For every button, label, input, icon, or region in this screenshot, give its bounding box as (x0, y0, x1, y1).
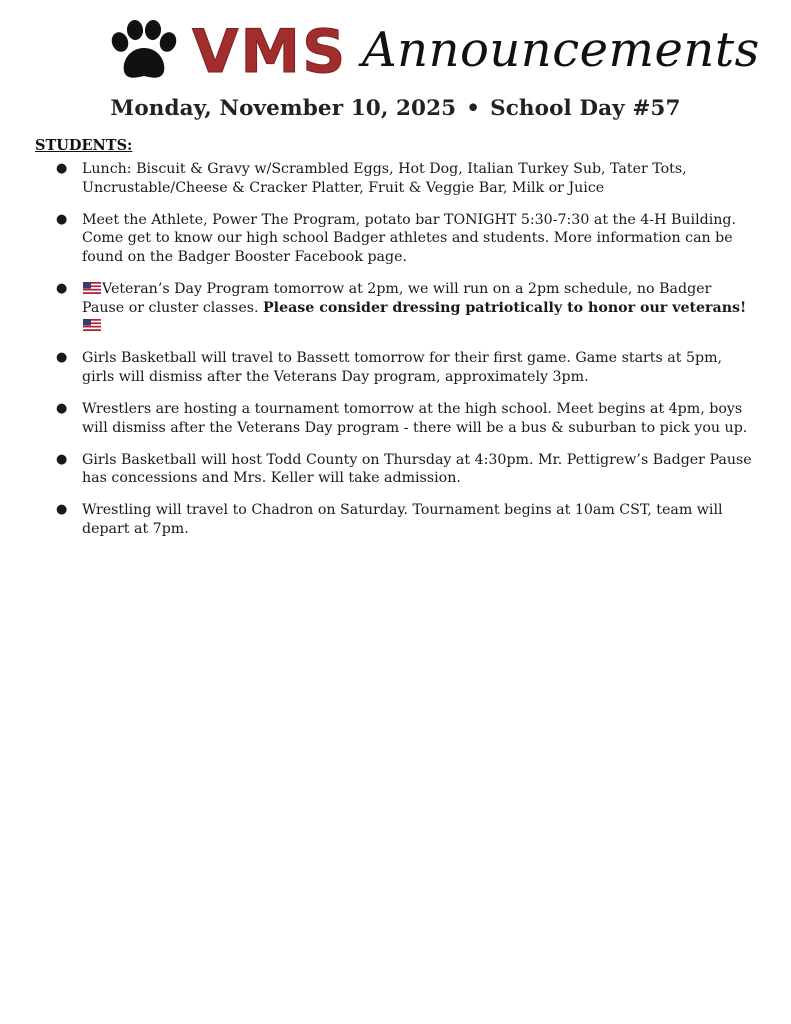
school-day-text: School Day #57 (490, 96, 681, 121)
announcement-text: Girls Basketball will host Todd County on Thursday at 4:30pm. Mr. Pettigrew’s Badger Pause has concessions and Mrs. Keller will take admission. (82, 451, 752, 487)
bullet-icon: ● (56, 280, 68, 296)
us-flag-icon (83, 319, 101, 331)
announcement-item (56, 349, 756, 386)
announcement-item (56, 280, 756, 336)
section-title: STUDENTS: (35, 137, 133, 154)
announcement-item (56, 501, 756, 538)
date-text: Monday, November 10, 2025 (110, 96, 457, 121)
us-flag-icon (83, 282, 101, 294)
bullet-icon: ● (56, 451, 68, 467)
announcements-script-title: Announcements (362, 22, 760, 78)
announcement-item (56, 451, 756, 488)
page-header (0, 14, 791, 90)
announcement-item (56, 400, 756, 437)
date-line (0, 96, 791, 121)
announcement-text: Girls Basketball will travel to Bassett tomorrow for their first game. Game starts at 5pm, girls will dismiss after the Veterans Day program, approximately 3pm. (82, 350, 723, 385)
announcement-text: Meet the Athlete, Power The Program, potato bar TONIGHT 5:30-7:30 at the 4-H Building. Come get to know our high school Badger athletes and students. More information can be found on the Badger Booster Facebook page. (82, 211, 736, 265)
announcement-item (56, 211, 756, 267)
bullet-icon: ● (56, 350, 68, 366)
bullet-icon: ● (56, 161, 68, 176)
date-separator: • (466, 96, 481, 121)
paw-print-icon (107, 20, 181, 84)
announcement-text: Veteran’s Day Program tomorrow at 2pm, we will run on a 2pm schedule, no Badger Pause or cluster classes. (82, 280, 712, 316)
announcement-bold-text: Please consider dressing patriotically to honor our veterans! (263, 299, 747, 316)
announcement-text: Wrestlers are hosting a tournament tomorrow at the high school. Meet begins at 4pm, boys will dismiss after the Veterans Day program - there will be a bus & suburban to pick you up. (82, 400, 748, 436)
bullet-icon: ● (56, 211, 68, 227)
announcement-item (56, 160, 756, 197)
vms-logo (192, 18, 347, 86)
announcement-text: Wrestling will travel to Chadron on Saturday. Tournament begins at 10am CST, team will depart at 7pm. (82, 502, 723, 537)
vms-logo-text: VMS (192, 17, 348, 87)
bullet-icon: ● (56, 400, 68, 416)
bullet-icon: ● (56, 502, 68, 518)
announcement-list (56, 160, 756, 552)
announcement-text: Lunch: Biscuit & Gravy w/Scrambled Eggs, Hot Dog, Italian Turkey Sub, Tater Tots, Uncrustable/Cheese & Cracker Platter, Fruit & Veggie Bar, Milk or Juice (82, 161, 687, 196)
